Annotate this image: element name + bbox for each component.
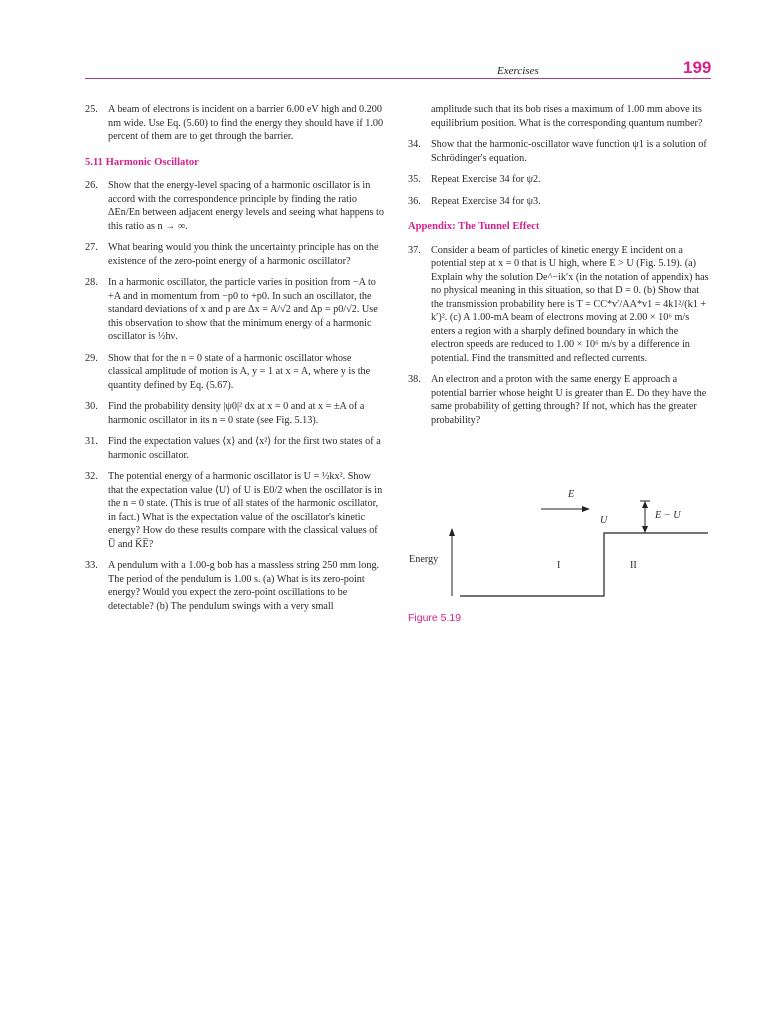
energy-axis-label: Energy (409, 554, 439, 565)
exercise-number: 38. (408, 374, 421, 385)
right-column (408, 103, 710, 435)
exercise-29 (85, 352, 387, 393)
energy-difference-label: E − U (655, 510, 681, 521)
exercise-text: Show that the harmonic-oscillator wave function ψ1 is a solution of Schrödinger's equation. (431, 139, 707, 164)
potential-step-line (460, 533, 708, 596)
exercise-number: 30. (85, 401, 98, 412)
exercise-35 (408, 173, 710, 187)
exercise-text: Repeat Exercise 34 for ψ2. (431, 174, 541, 185)
exercise-number: 33. (85, 560, 98, 571)
exercise-text: A pendulum with a 1.00-g bob has a massless string 250 mm long. The period of the pendulum is 1.00 s. (a) What is its zero-point energy? Would you expect the zero-point oscillations to be detectable? (b) The pendulum swings with a very small (108, 560, 380, 612)
potential-step-diagram (408, 486, 708, 606)
exercise-38 (408, 373, 710, 427)
incident-energy-label: E (568, 489, 575, 500)
exercise-text: Consider a beam of particles of kinetic energy E incident on a potential step at x = 0 that is U high, where E > U (Fig. 5.19). (a) Explain why the solution De^−ik′x (in the notation of appendix) has no physical meaning in this situation, so that D = 0. (b) Show that the transmission probability here is T = CC*v′/AA*v1 = 4k1²/(k1 + k′)². (c) A 1.00-mA beam of electrons moving at 2.00 × 10⁶ m/s enters a region with a sharply defined boundary in which the electron speeds are reduced to 1.00 × 10⁶ m/s by a difference in potential. Find the transmitted and reflected currents. (431, 244, 709, 364)
exercise-number: 26. (85, 180, 98, 191)
page-number: 199 (683, 58, 712, 77)
exercise-number: 36. (408, 195, 421, 207)
exercise-text: A beam of electrons is incident on a barrier 6.00 eV high and 0.200 nm wide. Use Eq. (5.60) to find the energy they should have if 1.00 percent of them are to get through the barrier. (108, 104, 384, 142)
exercise-27 (85, 241, 387, 268)
step-height-label: U (600, 515, 608, 526)
energy-difference-arrowhead-top (642, 501, 648, 508)
exercise-text: What bearing would you think the uncertainty principle has on the existence of the zero-point energy of a harmonic oscillator? (108, 242, 379, 267)
exercise-number: 25. (85, 104, 98, 115)
exercise-number: 29. (85, 352, 98, 364)
exercise-number: 27. (85, 242, 98, 253)
exercise-text: In a harmonic oscillator, the particle varies in position from −A to +A and in momentum from −p0 to +p0. In such an oscillator, the standard deviations of x and p are Δx = A/√2 and Δp = p0/√2. Use this observation to show that the minimum energy of a harmonic oscillator is ½hν. (108, 277, 378, 342)
exercise-text: An electron and a proton with the same energy E approach a potential barrier whose height U is greater than E. Do they have the same probability of getting through? If not, which has the greater probability? (431, 374, 707, 426)
exercise-30 (85, 400, 387, 427)
region-two-label: II (630, 560, 637, 571)
exercise-text: Show that the energy-level spacing of a harmonic oscillator is in accord with the correspondence principle by finding the ratio ΔEn/En between adjacent energy levels and seeing what happens to this ratio as n → ∞. (108, 180, 384, 232)
exercise-26 (85, 179, 387, 233)
running-header-section: Exercises (497, 65, 539, 77)
incident-beam-arrowhead (582, 506, 590, 512)
exercise-text: Find the expectation values ⟨x⟩ and ⟨x²⟩ for the first two states of a harmonic oscillator. (108, 436, 381, 461)
exercise-34 (408, 138, 710, 165)
exercise-text: Show that for the n = 0 state of a harmonic oscillator whose classical amplitude of motion is A, y = 1 at x = A, where y is the quantity defined by Eq. (5.67). (108, 352, 371, 391)
figure-caption: Figure 5.19 (408, 612, 462, 624)
exercise-text: Repeat Exercise 34 for ψ3. (431, 195, 541, 207)
region-one-label: I (557, 560, 561, 571)
energy-axis-arrowhead (449, 528, 455, 536)
exercise-number: 28. (85, 277, 98, 288)
exercise-text: Find the probability density |ψ0|² dx at x = 0 and at x = ±A of a harmonic oscillator in its n = 0 state (see Fig. 5.13). (108, 401, 365, 426)
header-rule (85, 78, 711, 79)
exercise-25 (85, 103, 387, 144)
energy-difference-arrowhead-bottom (642, 526, 648, 533)
exercise-37 (408, 244, 710, 366)
left-column (85, 103, 387, 621)
exercise-31 (85, 435, 387, 462)
exercise-28 (85, 276, 387, 344)
exercise-text: The potential energy of a harmonic oscillator is U = ½kx². Show that the expectation value ⟨U⟩ of U is E0/2 when the oscillator is in the n = 0 state. (This is true of all states of the harmonic oscillator, in fact.) What is the expectation value of the oscillator's kinetic energy? How do these results compare with the classical values of U̅ and K̅E̅? (108, 471, 383, 550)
exercise-number: 31. (85, 436, 98, 447)
section-heading-harmonic-oscillator: 5.11 Harmonic Oscillator (85, 156, 199, 168)
exercise-32 (85, 470, 387, 551)
exercise-number: 34. (408, 139, 421, 150)
exercise-number: 35. (408, 174, 421, 185)
exercise-number: 37. (408, 244, 421, 256)
exercise-number: 32. (85, 471, 98, 482)
section-heading-tunnel-effect: Appendix: The Tunnel Effect (408, 221, 540, 232)
exercise-33-continuation: amplitude such that its bob rises a maximum of 1.00 mm above its equilibrium position. What is the corresponding quantum number? (431, 104, 703, 129)
exercise-36 (408, 195, 710, 209)
exercise-33 (85, 559, 387, 613)
